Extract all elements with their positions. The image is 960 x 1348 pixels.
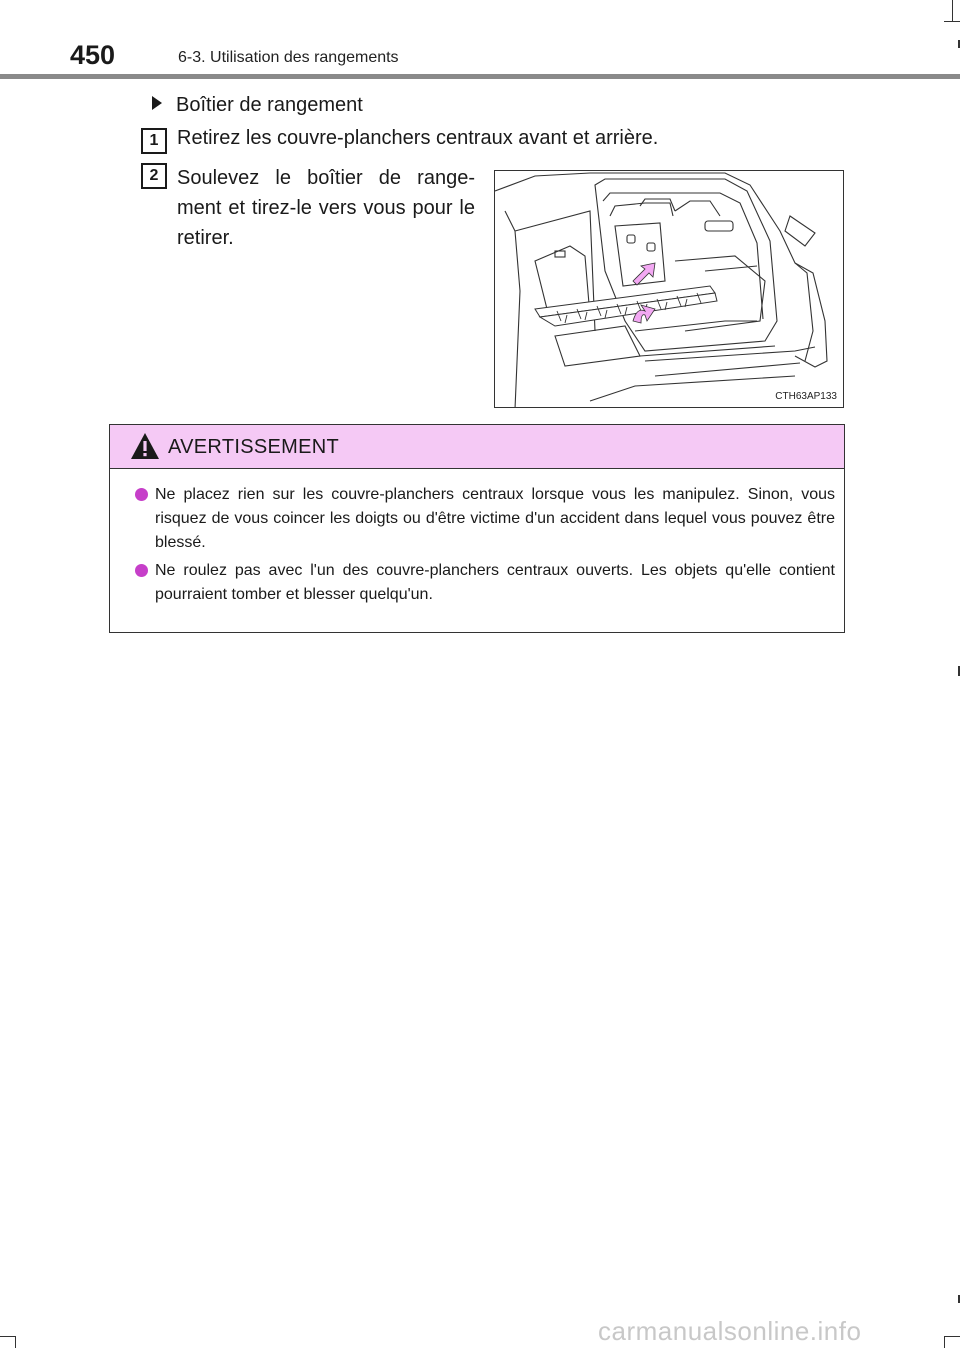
warning-item	[135, 483, 835, 555]
section-title: 6-3. Utilisation des rangements	[178, 49, 399, 66]
step-2-badge: 2	[141, 163, 167, 189]
crop-mark	[944, 1336, 945, 1348]
crop-mark	[944, 1336, 960, 1337]
step-1-badge: 1	[141, 128, 167, 154]
page-number: 450	[70, 40, 116, 70]
bullet-icon	[135, 564, 148, 577]
subheading	[152, 94, 363, 117]
subheading-text: Boîtier de rangement	[176, 94, 363, 116]
warning-box	[109, 424, 845, 633]
bullet-icon	[135, 488, 148, 501]
triangle-bullet-icon	[152, 96, 162, 110]
cargo-area-drawing	[495, 171, 844, 408]
crop-mark	[15, 1336, 16, 1348]
watermark: carmanualsonline.info	[598, 1316, 862, 1346]
warning-title: AVERTISSEMENT	[168, 436, 339, 458]
crop-mark	[944, 21, 960, 22]
warning-header	[110, 425, 844, 469]
warning-item	[135, 559, 835, 607]
crop-mark	[952, 0, 953, 22]
warning-triangle-icon	[130, 432, 160, 460]
warning-item-text: Ne roulez pas avec l'un des couvre-planchers centraux ouverts. Les objets qu'elle contient pourraient tomber et blesser quelqu'un.	[155, 562, 835, 603]
header-rule	[0, 74, 960, 79]
cargo-illustration	[494, 170, 844, 408]
step-1-text: Retirez les couvre-planchers centraux avant et arrière.	[177, 127, 659, 149]
step-2-text: Soulevez le boîtier de range-ment et tirez-le vers vous pour le retirer.	[177, 167, 475, 249]
warning-item-text: Ne placez rien sur les couvre-planchers centraux lorsque vous les manipulez. Sinon, vous risquez de vous coincer les doigts ou d'être victime d'un accident dans lequel vous pouvez être blessé.	[155, 486, 835, 551]
lift-arrow-icon	[633, 263, 655, 285]
figure-code: CTH63AP133	[775, 391, 837, 402]
crop-mark	[0, 1336, 16, 1337]
